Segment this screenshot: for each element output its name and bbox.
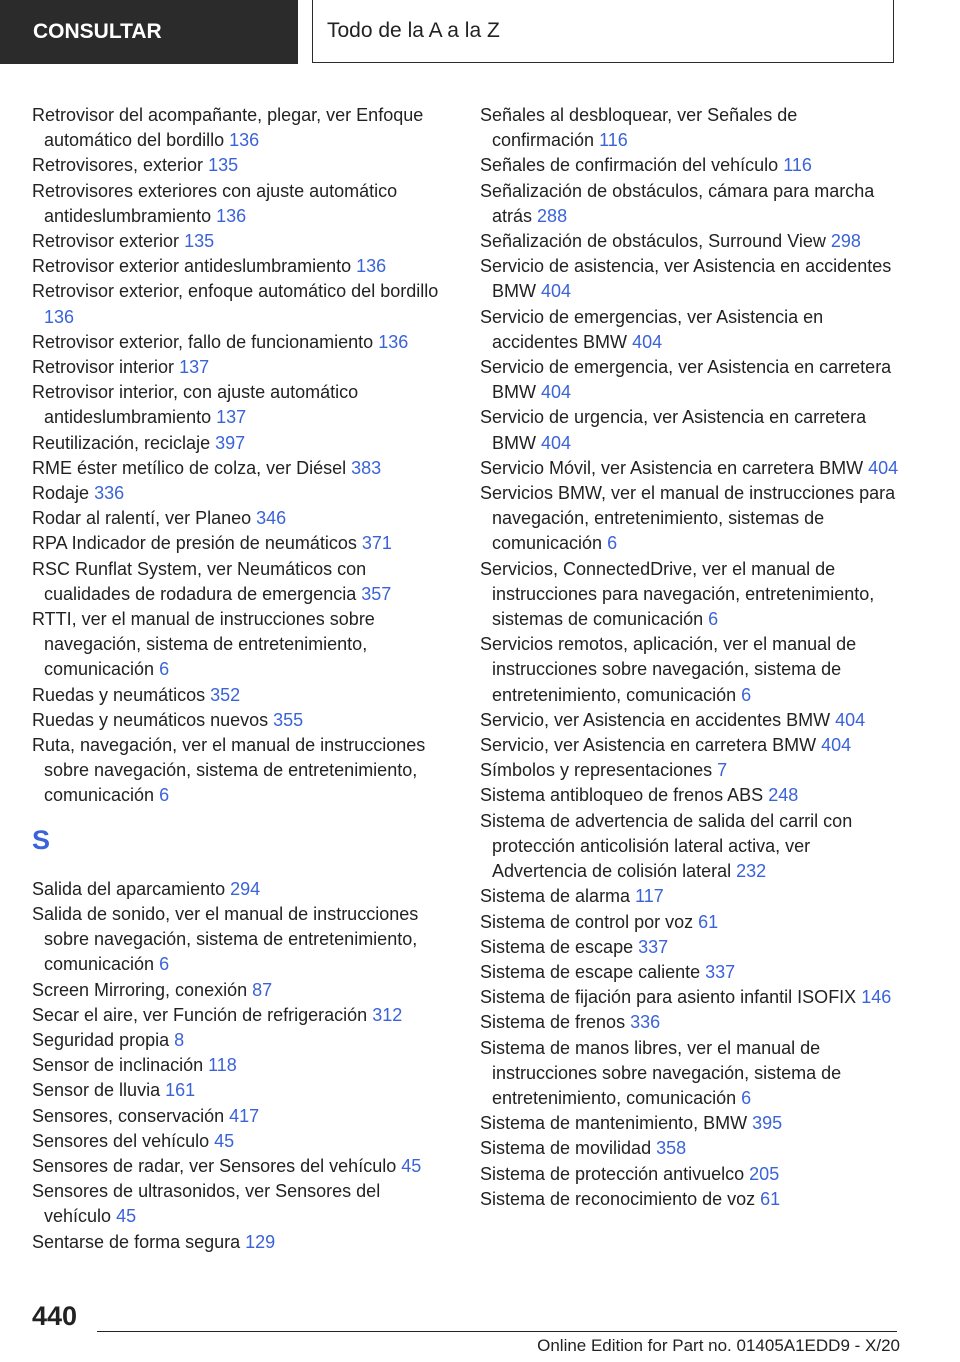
page-link[interactable]: 6: [159, 954, 170, 975]
index-list-r: [32, 103, 450, 809]
index-entry-text: Sistema antibloqueo de frenos ABS: [480, 785, 764, 806]
index-entry-text: Sensores de ultrasonidos, ver Sensores del vehículo: [32, 1181, 381, 1227]
index-entry-text: Retrovisor exterior, fallo de funcionamiento: [32, 331, 374, 352]
index-entry-text: Retrovisor exterior, enfoque automático del bordillo: [32, 281, 439, 302]
index-entry-text: Sensores del vehículo: [32, 1130, 210, 1151]
index-entry: [480, 708, 900, 733]
page-link[interactable]: 417: [229, 1105, 260, 1126]
index-entry: [480, 935, 900, 960]
footer-text: Online Edition for Part no. 01405A1EDD9 - X/20: [537, 1336, 900, 1355]
index-entry-text: Sensores de radar, ver Sensores del vehículo: [32, 1155, 397, 1176]
index-entry-text: Sistema de manos libres, ver el manual de instrucciones sobre navegación, sistema de entretenimiento, comunicación: [480, 1037, 842, 1108]
index-entry: [480, 809, 900, 885]
index-entry: [32, 355, 450, 380]
index-entry: [32, 380, 450, 430]
page-link[interactable]: 6: [159, 659, 170, 680]
page-link[interactable]: 136: [356, 256, 387, 277]
page-link[interactable]: 116: [783, 155, 812, 176]
index-entry: [480, 405, 900, 455]
index-entry: [32, 481, 450, 506]
index-entry: [32, 877, 450, 902]
index-entry: [480, 884, 900, 909]
page-link[interactable]: 298: [830, 231, 861, 252]
index-entry: [32, 1154, 450, 1179]
page-link[interactable]: 371: [361, 533, 392, 554]
index-entry: [32, 1003, 450, 1028]
page-link[interactable]: 161: [165, 1080, 196, 1101]
page-number: 440: [32, 1301, 78, 1331]
page-link[interactable]: 205: [749, 1163, 780, 1184]
page-link[interactable]: 232: [736, 861, 767, 882]
index-entry: [32, 683, 450, 708]
page-link[interactable]: 118: [208, 1055, 237, 1076]
index-entry-text: Sistema de mantenimiento, BMW: [480, 1113, 748, 1134]
index-entry: [32, 1028, 450, 1053]
page-link[interactable]: 6: [708, 609, 719, 630]
index-entry: [32, 1053, 450, 1078]
index-entry: [480, 1136, 900, 1161]
index-entry: [32, 1179, 450, 1229]
page-link[interactable]: 404: [541, 382, 572, 403]
index-entry-text: Salida de sonido, ver el manual de instrucciones sobre navegación, sistema de entretenimiento, comunicación: [32, 903, 419, 975]
index-entry-text: Ruedas y neumáticos: [32, 684, 206, 705]
index-entry: [32, 902, 450, 978]
index-entry-text: Retrovisor interior, con ajuste automático antideslumbramiento: [32, 382, 359, 428]
index-entry: [480, 632, 900, 708]
index-entry: [480, 985, 900, 1010]
index-entry: [480, 758, 900, 783]
page-link[interactable]: 357: [361, 583, 392, 604]
page-link[interactable]: 312: [372, 1004, 403, 1025]
index-entry-text: Sistema de movilidad: [480, 1138, 652, 1159]
index-entry: [32, 557, 450, 607]
index-entry: [32, 506, 450, 531]
index-entry-text: Señalización de obstáculos, Surround View: [480, 231, 826, 252]
index-entry-text: Símbolos y representaciones: [480, 760, 713, 781]
page-link[interactable]: 6: [159, 785, 170, 806]
index-entry: [480, 179, 900, 229]
index-entry-text: Retrovisor exterior antideslumbramiento: [32, 256, 352, 277]
index-entry: [480, 960, 900, 985]
index-entry-text: Sistema de escape: [480, 936, 634, 957]
index-entry: [480, 733, 900, 758]
index-entry: [480, 1111, 900, 1136]
page-link[interactable]: 395: [752, 1113, 783, 1134]
index-entry-text: Reutilización, reciclaje: [32, 432, 211, 453]
index-entry-text: Sensor de inclinación: [32, 1055, 204, 1076]
index-entry-text: RSC Runflat System, ver Neumáticos con cualidades de rodadura de emergencia: [32, 558, 367, 604]
index-list-s: [32, 877, 450, 1255]
section-tab: CONSULTAR: [0, 0, 298, 64]
index-entry: [480, 481, 900, 557]
index-entry-text: Sentarse de forma segura: [32, 1231, 241, 1252]
index-entry-text: Ruta, navegación, ver el manual de instrucciones sobre navegación, sistema de entretenimiento, comunicación: [32, 735, 426, 806]
page-link[interactable]: 404: [868, 457, 899, 478]
index-entry: [32, 531, 450, 556]
index-entry-text: Servicios BMW, ver el manual de instrucciones para navegación, entretenimiento, sistemas de comunicación: [480, 483, 896, 554]
index-entry: [32, 1230, 450, 1255]
index-entry: [32, 279, 450, 329]
index-entry: [32, 607, 450, 683]
index-entry: [32, 978, 450, 1003]
index-entry: [480, 1162, 900, 1187]
index-entry-text: Servicio Móvil, ver Asistencia en carretera BMW: [480, 457, 864, 478]
page-link[interactable]: 7: [717, 760, 728, 781]
page-link[interactable]: 404: [835, 709, 866, 730]
page-link[interactable]: 355: [273, 709, 304, 730]
page-link[interactable]: 383: [351, 457, 382, 478]
page-link[interactable]: 116: [599, 130, 628, 151]
index-entry-text: Sensor de lluvia: [32, 1080, 161, 1101]
page-link[interactable]: 129: [245, 1231, 276, 1252]
page-link[interactable]: 135: [184, 231, 215, 252]
index-entry-text: Servicio de urgencia, ver Asistencia en carretera BMW: [480, 407, 867, 453]
index-entry-text: Señales al desbloquear, ver Señales de confirmación: [480, 105, 798, 151]
index-entry-text: Ruedas y neumáticos nuevos: [32, 709, 269, 730]
index-entry-text: RME éster metílico de colza, ver Diésel: [32, 457, 347, 478]
page-link[interactable]: 61: [698, 911, 719, 932]
page-link[interactable]: 6: [741, 1087, 752, 1108]
index-entry-text: Servicios remotos, aplicación, ver el manual de instrucciones sobre navegación, sistema de entretenimiento, comunicación: [480, 634, 857, 705]
page-link[interactable]: 136: [216, 205, 247, 226]
index-entry: [32, 708, 450, 733]
page-link[interactable]: 336: [94, 483, 125, 504]
page-link[interactable]: 8: [174, 1029, 185, 1050]
index-entry-text: RPA Indicador de presión de neumáticos: [32, 533, 357, 554]
page-link[interactable]: 136: [378, 331, 409, 352]
index-entry-text: Sistema de escape caliente: [480, 961, 701, 982]
page-link[interactable]: 136: [229, 130, 260, 151]
page-link[interactable]: 248: [768, 785, 799, 806]
index-entry-text: Rodaje: [32, 483, 90, 504]
index-entry-text: Retrovisores exteriores con ajuste automático antideslumbramiento: [32, 180, 398, 226]
index-entry: [480, 153, 900, 178]
index-entry: [32, 1078, 450, 1103]
page-link[interactable]: 137: [216, 407, 247, 428]
page-link[interactable]: 404: [632, 331, 663, 352]
index-entry-text: Sistema de alarma: [480, 886, 631, 907]
page-link[interactable]: 294: [230, 878, 261, 899]
index-entry-text: RTTI, ver el manual de instrucciones sobre navegación, sistema de entretenimiento, comunicación: [32, 609, 375, 680]
index-entry: [480, 1010, 900, 1035]
page-link[interactable]: 146: [861, 987, 892, 1008]
index-entry-text: Señales de confirmación del vehículo: [480, 155, 779, 176]
index-entry: [32, 431, 450, 456]
page-link[interactable]: 337: [705, 961, 736, 982]
index-entry: [32, 1129, 450, 1154]
page-link[interactable]: 45: [214, 1130, 235, 1151]
index-entry-text: Secar el aire, ver Función de refrigeración: [32, 1004, 368, 1025]
index-entry: [480, 456, 900, 481]
index-entry: [32, 254, 450, 279]
page-link[interactable]: 45: [116, 1206, 137, 1227]
section-letter: S: [32, 824, 51, 855]
index-entry-text: Servicio de emergencia, ver Asistencia en carretera BMW: [480, 357, 892, 403]
page-link[interactable]: 288: [537, 205, 568, 226]
page-link[interactable]: 135: [208, 155, 239, 176]
index-entry: [480, 783, 900, 808]
index-entry-text: Sistema de protección antivuelco: [480, 1163, 745, 1184]
index-entry-text: Sistema de reconocimiento de voz: [480, 1188, 756, 1209]
index-entry-text: Retrovisores, exterior: [32, 155, 204, 176]
page-link[interactable]: 45: [401, 1155, 422, 1176]
index-entry-text: Retrovisor interior: [32, 357, 175, 378]
page-link[interactable]: 117: [635, 886, 664, 907]
index-entry-text: Sistema de fijación para asiento infantil ISOFIX: [480, 987, 857, 1008]
index-entry: [480, 355, 900, 405]
index-entry-text: Servicio de emergencias, ver Asistencia en accidentes BMW: [480, 306, 824, 352]
page-link[interactable]: 352: [210, 684, 241, 705]
index-entry: [32, 229, 450, 254]
index-entry: [480, 305, 900, 355]
page-link[interactable]: 87: [252, 979, 273, 1000]
index-entry: [480, 229, 900, 254]
index-entry: [32, 179, 450, 229]
index-entry: [480, 103, 900, 153]
index-entry-text: Rodar al ralentí, ver Planeo: [32, 508, 252, 529]
index-column-left: [32, 103, 450, 1255]
page-link[interactable]: 404: [541, 281, 572, 302]
index-entry-text: Servicio, ver Asistencia en accidentes BMW: [480, 709, 831, 730]
index-list-s-continued: [480, 103, 900, 1212]
index-entry: [480, 910, 900, 935]
page-link[interactable]: 404: [821, 735, 852, 756]
index-entry-text: Retrovisor del acompañante, plegar, ver Enfoque automático del bordillo: [32, 105, 424, 151]
index-entry: [32, 103, 450, 153]
index-entry-text: Sistema de advertencia de salida del carril con protección anticolisión lateral activa, ver Advertencia de colisión lateral: [480, 810, 853, 882]
index-entry-text: Servicio de asistencia, ver Asistencia en accidentes BMW: [480, 256, 892, 302]
index-entry: [32, 1104, 450, 1129]
index-entry-text: Sistema de control por voz: [480, 911, 694, 932]
index-entry-text: Screen Mirroring, conexión: [32, 979, 248, 1000]
page-link[interactable]: 137: [179, 357, 210, 378]
index-entry-text: Seguridad propia: [32, 1029, 170, 1050]
page-title: Todo de la A a la Z: [312, 0, 894, 63]
index-entry: [32, 733, 450, 809]
index-column-right: [480, 103, 900, 1212]
index-entry-text: Sensores, conservación: [32, 1105, 225, 1126]
page-link[interactable]: 337: [638, 936, 669, 957]
index-entry: [480, 1036, 900, 1112]
index-entry-text: Salida del aparcamiento: [32, 878, 226, 899]
page-link[interactable]: 6: [741, 684, 752, 705]
index-entry-text: Sistema de frenos: [480, 1012, 626, 1033]
index-entry: [32, 456, 450, 481]
page-link[interactable]: 61: [760, 1188, 781, 1209]
index-entry: [480, 557, 900, 633]
page-link[interactable]: 404: [541, 432, 572, 453]
page-link[interactable]: 397: [215, 432, 246, 453]
index-entry: [480, 254, 900, 304]
index-entry: [480, 1187, 900, 1212]
footer-rule: [97, 1331, 897, 1332]
index-entry-text: Señalización de obstáculos, cámara para marcha atrás: [480, 180, 875, 226]
page-link[interactable]: 346: [256, 508, 287, 529]
page-link[interactable]: 6: [607, 533, 618, 554]
index-entry-text: Retrovisor exterior: [32, 231, 180, 252]
index-entry: [32, 330, 450, 355]
page-link[interactable]: 358: [656, 1138, 687, 1159]
index-entry-text: Servicios, ConnectedDrive, ver el manual de instrucciones para navegación, entretenimiento, sistemas de comunicación: [480, 558, 875, 630]
index-entry-text: Servicio, ver Asistencia en carretera BMW: [480, 735, 817, 756]
page-link[interactable]: 136: [44, 306, 75, 327]
index-entry: [32, 153, 450, 178]
page-link[interactable]: 336: [630, 1012, 661, 1033]
